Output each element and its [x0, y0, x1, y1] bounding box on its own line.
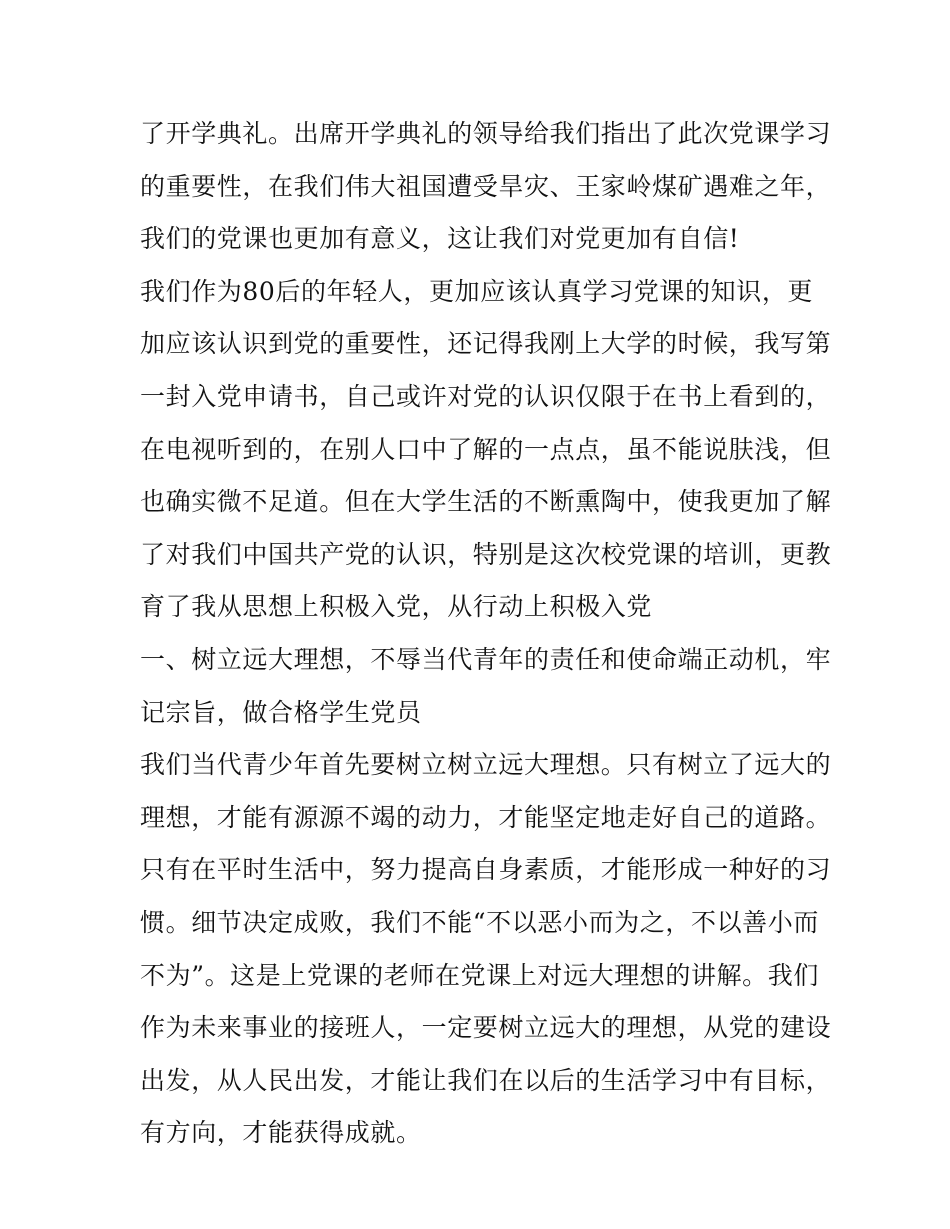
text-line: 一封入党申请书，自己或许对党的认识仅限于在书上看到的，: [140, 381, 832, 411]
document-body: [140, 108, 832, 1160]
text-line: 惯。细节决定成败，我们不能“不以恶小而为之，不以善小而: [140, 907, 819, 937]
text-line: 加应该认识到党的重要性，还记得我刚上大学的时候，我写第: [140, 329, 832, 359]
section-heading-line: 一、树立远大理想，不辱当代青年的责任和使命端正动机，牢: [140, 644, 832, 674]
text-line: 有方向，才能获得成就。: [140, 1118, 422, 1148]
text-line: 在电视听到的，在别人口中了解的一点点，虽不能说肤浅，但: [140, 434, 832, 464]
text-line: 作为未来事业的接班人，一定要树立远大的理想，从党的建设: [140, 1013, 832, 1043]
text-line: 我们当代青少年首先要树立树立远大理想。只有树立了远大的: [140, 750, 832, 780]
text-line: 育了我从思想上积极入党，从行动上积极入党: [140, 592, 653, 622]
text-line: 出发，从人民出发，才能让我们在以后的生活学习中有目标，: [140, 1065, 832, 1095]
text-line: 理想，才能有源源不竭的动力，才能坚定地走好自己的道路。: [140, 802, 832, 832]
text-line: 只有在平时生活中，努力提高自身素质，才能形成一种好的习: [140, 855, 832, 885]
text-line: 了对我们中国共产党的认识，特别是这次校党课的培训，更教: [140, 539, 832, 569]
text-line: 我们的党课也更加有意义，这让我们对党更加有自信!: [140, 224, 740, 254]
text-line: 不为”。这是上党课的老师在党课上对远大理想的讲解。我们: [140, 960, 819, 990]
text-line: 的重要性，在我们伟大祖国遭受旱灾、王家岭煤矿遇难之年，: [140, 171, 832, 201]
text-line: 了开学典礼。出席开学典礼的领导给我们指出了此次党课学习: [140, 119, 832, 148]
text-line: 也确实微不足道。但在大学生活的不断熏陶中，使我更加了解: [140, 487, 832, 517]
section-heading-line: 记宗旨，做合格学生党员: [140, 697, 422, 727]
text-line: 我们作为80后的年轻人，更加应该认真学习党课的知识，更: [140, 276, 814, 306]
